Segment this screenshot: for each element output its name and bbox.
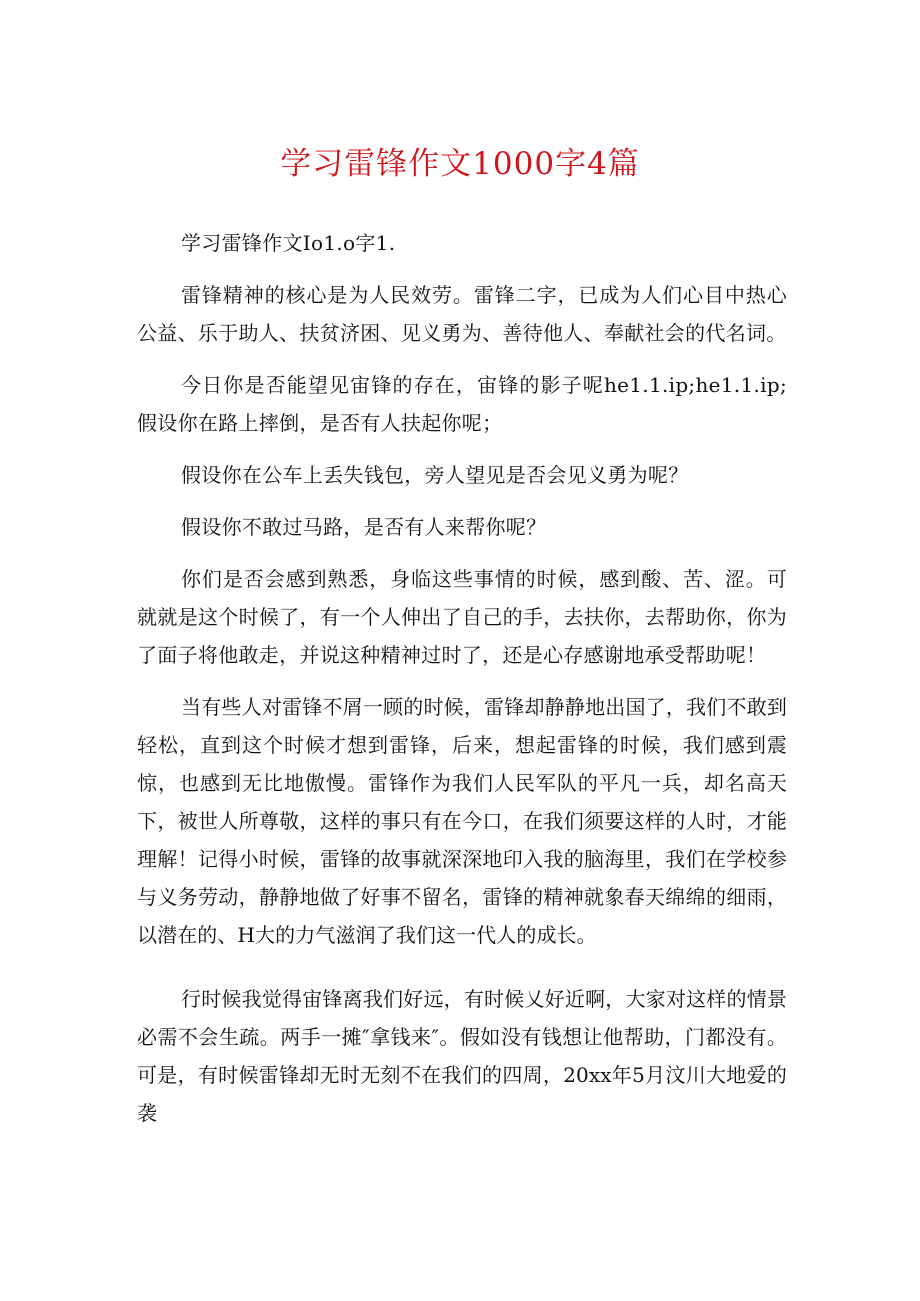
paragraph: 当有些人对雷锋不屑一顾的时候，雷锋却静静地出国了，我们不敢到轻松，直到这个时候才想到雷锋，后来，想起雷锋的时候，我们感到震惊，也感到无比地傲慢。雷锋作为我们人民军队的平凡一兵，却名高天下，被世人所尊敬，这样的事只有在今口，在我们须要这样的人时，才能理解！记得小时候，雷锋的故事就深深地印入我的脑海里，我们在学校参与义务劳动，静静地做了好事不留名，雷锋的精神就象春天绵绵的细雨，以潜在的、H大的力气滋润了我们这一代人的成长。 <box>137 695 787 947</box>
paragraph-subtitle: 学习雷锋作文Io1.o字1. <box>181 231 396 255</box>
paragraph: 假设你不敢过马路，是否有人来帮你呢？ <box>181 515 547 539</box>
paragraph: 行时候我觉得宙锋离我们好远，有时候乂好近啊，大家对这样的情景必需不会生疏。两手一摊″拿钱来″。假如没有钱想让他帮助，门都没有。可是，有时候雷锋却无时无刻不在我们的四周，20xx年5月汶川大地爱的袭 <box>137 987 787 1125</box>
paragraph: 雷锋精神的核心是为人民效劳。雷锋二字，已成为人们心目中热心公益、乐于助人、扶贫济困、见义勇为、善待他人、奉献社会的代名词。 <box>137 283 787 345</box>
document-title: 学习雷锋作文1000字4篇 <box>280 146 640 182</box>
paragraph: 你们是否会感到熟悉，身临这些事情的时候，感到酸、苦、涩。可就就是这个时候了，有一个人伸出了自己的手，去扶你，去帮助你，你为了面子将他敢走，并说这种精神过时了，还是心存感谢地承受帮助呢！ <box>137 567 787 667</box>
document-body <box>137 224 787 1132</box>
paragraph: 假设你在公车上丢失钱包，旁人望见是否会见义勇为呢？ <box>181 463 689 487</box>
paragraph: 今日你是否能望见宙锋的存在，宙锋的影子呢he1.1.ip;he1.1.ip;假设你在路上摔倒，是否有人扶起你呢； <box>137 373 787 435</box>
